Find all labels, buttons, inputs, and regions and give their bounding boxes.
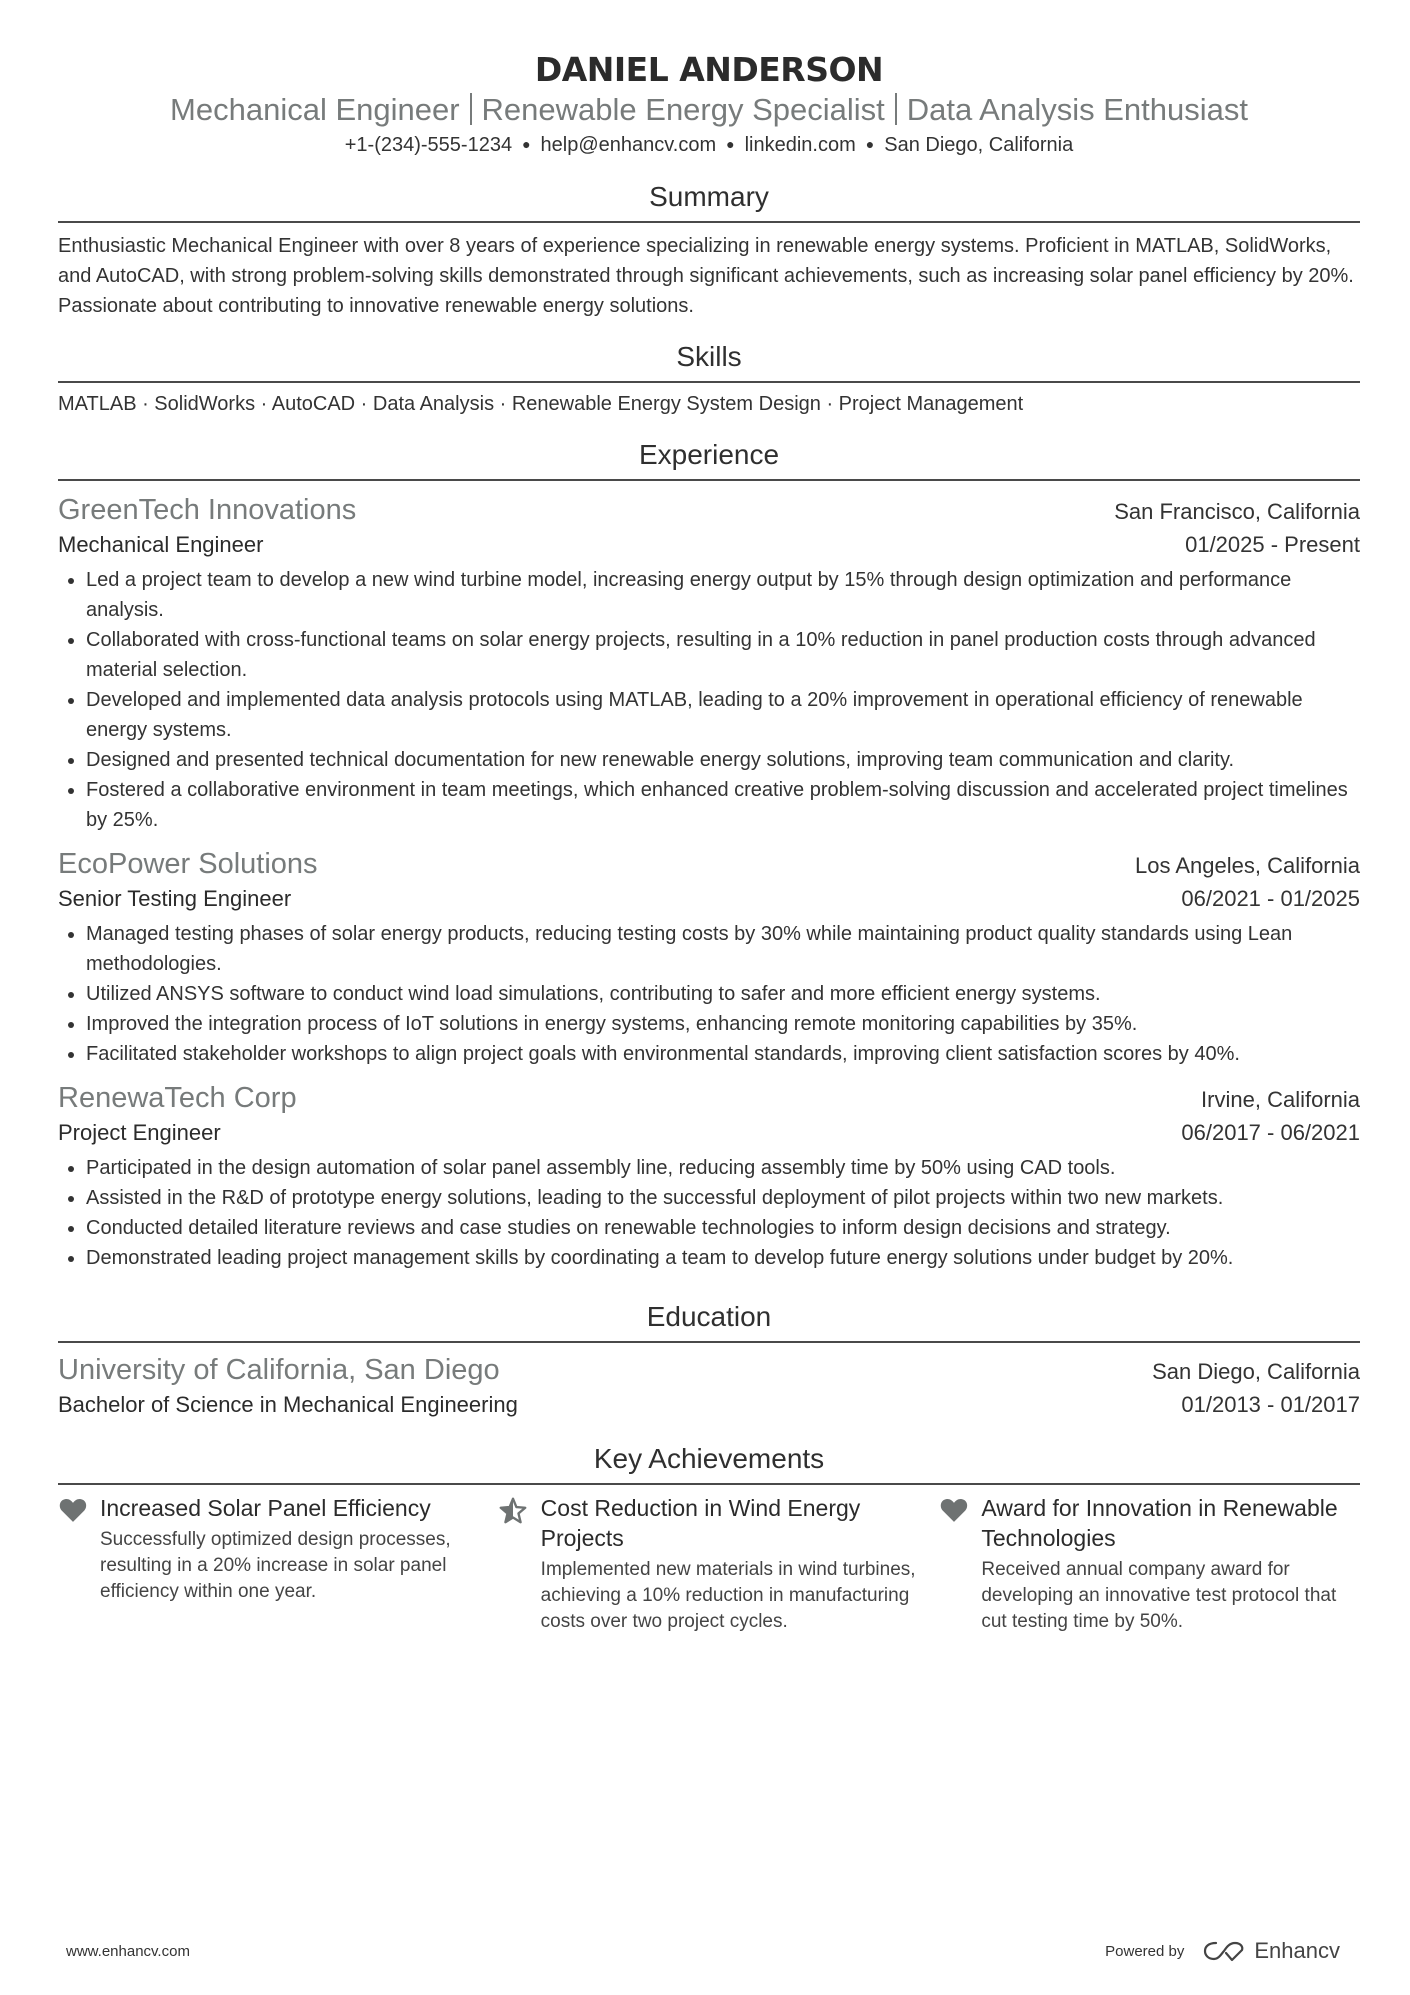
enhancv-logo-icon (1202, 1939, 1246, 1963)
bullet-item: • Assisted in the R&D of prototype energy solutions, leading to the successful deployment of pilot projects within two new markets. (86, 1183, 1360, 1213)
job-bullets (58, 565, 1360, 835)
summary-section (58, 179, 1360, 321)
degree: Bachelor of Science in Mechanical Engineering (58, 1392, 518, 1417)
bullet-separator: ● (726, 136, 735, 152)
job-bullets (58, 1153, 1360, 1273)
powered-by (1105, 1938, 1340, 1964)
title-2: Renewable Energy Specialist (481, 92, 885, 127)
job-role: Senior Testing Engineer (58, 886, 292, 911)
website-link[interactable]: www.enhancv.com (66, 1942, 190, 1960)
education-dates: 01/2013 - 01/2017 (1181, 1392, 1360, 1417)
heart-icon (58, 1493, 100, 1635)
bullet-item: • Improved the integration process of IoT solutions in energy systems, enhancing remote monitoring capabilities by 35%. (86, 1009, 1360, 1039)
title-3: Data Analysis Enthusiast (906, 92, 1248, 127)
skills-section (58, 339, 1360, 419)
skills-list: MATLAB · SolidWorks · AutoCAD · Data Analysis · Renewable Energy System Design · Project Management (58, 393, 1024, 415)
section-heading-education: Education (58, 1299, 1360, 1343)
achievement-description: Implemented new materials in wind turbines, achieving a 10% reduction in manufacturing costs over two project cycles. (540, 1559, 916, 1632)
job-location: San Francisco, California (1114, 499, 1360, 524)
contact-line (58, 130, 1360, 159)
bullet-item: • Participated in the design automation of solar panel assembly line, reducing assembly time by 50% using CAD tools. (86, 1153, 1360, 1183)
bullet-separator: ● (522, 136, 531, 152)
resume-page (58, 0, 1360, 1635)
bullet-item: • Conducted detailed literature reviews and case studies on renewable technologies to inform design decisions and strategy. (86, 1213, 1360, 1243)
job-location: Los Angeles, California (1134, 853, 1360, 878)
section-heading-skills: Skills (58, 339, 1360, 383)
candidate-titles (58, 90, 1360, 130)
bullet-item: • Utilized ANSYS software to conduct wind load simulations, contributing to safer and more efficient energy systems. (86, 979, 1360, 1009)
job-location: Irvine, California (1201, 1087, 1360, 1112)
powered-by-label: Powered by (1105, 1942, 1185, 1960)
achievement-item (939, 1493, 1360, 1635)
achievements-section (58, 1441, 1360, 1635)
company-name: EcoPower Solutions (58, 848, 318, 880)
section-heading-achievements: Key Achievements (58, 1441, 1360, 1485)
bullet-separator: ● (865, 136, 875, 152)
achievement-title: Award for Innovation in Renewable Technologies (981, 1495, 1338, 1551)
job-dates: 06/2021 - 01/2025 (1181, 886, 1360, 911)
bullet-item: • Facilitated stakeholder workshops to align project goals with environmental standards, improving client satisfaction scores by 40%. (86, 1039, 1360, 1069)
achievement-description: Successfully optimized design processes, resulting in a 20% increase in solar panel efficiency within one year. (100, 1529, 451, 1602)
heart-icon (939, 1493, 981, 1635)
location: San Diego, California (884, 134, 1074, 156)
job-dates: 01/2025 - Present (1185, 532, 1360, 557)
company-name: RenewaTech Corp (58, 1082, 297, 1114)
bullet-item: • Led a project team to develop a new wind turbine model, increasing energy output by 15% through design optimization and performance analysis. (86, 565, 1360, 625)
experience-section (58, 437, 1360, 1273)
achievement-title: Cost Reduction in Wind Energy Projects (540, 1495, 861, 1551)
title-1: Mechanical Engineer (170, 92, 460, 127)
achievement-item (58, 1493, 499, 1635)
bullet-item: • Fostered a collaborative environment in team meetings, which enhanced creative problem-solving discussion and accelerated project timelines by 25%. (86, 775, 1360, 835)
phone: +1-(234)-555-1234 (344, 134, 513, 156)
bullet-item: • Managed testing phases of solar energy products, reducing testing costs by 30% while maintaining product quality standards using Lean methodologies. (86, 919, 1360, 979)
achievement-item (499, 1493, 940, 1635)
education-section (58, 1299, 1360, 1421)
company-name: GreenTech Innovations (58, 494, 357, 526)
bullet-item: • Demonstrated leading project management skills by coordinating a team to develop future energy solutions under budget by 20%. (86, 1243, 1360, 1273)
brand-name: Enhancv (1254, 1938, 1340, 1963)
bullet-item: • Designed and presented technical documentation for new renewable energy solutions, improving team communication and clarity. (86, 745, 1360, 775)
job-dates: 06/2017 - 06/2021 (1181, 1120, 1360, 1145)
bullet-item: • Developed and implemented data analysis protocols using MATLAB, leading to a 20% improvement in operational efficiency of renewable energy systems. (86, 685, 1360, 745)
page-footer (66, 1938, 1340, 1964)
job-role: Mechanical Engineer (58, 532, 264, 557)
title-separator (470, 93, 472, 125)
school-location: San Diego, California (1152, 1359, 1360, 1384)
school-name: University of California, San Diego (58, 1354, 500, 1386)
job-entry (58, 491, 1360, 835)
job-entry (58, 845, 1360, 1069)
achievements-list (58, 1493, 1360, 1635)
linkedin-link[interactable]: linkedin.com (744, 134, 856, 156)
job-bullets (58, 919, 1360, 1069)
job-role: Project Engineer (58, 1120, 221, 1145)
bullet-item: • Collaborated with cross-functional teams on solar energy projects, resulting in a 10% reduction in panel production costs through advanced material selection. (86, 625, 1360, 685)
section-heading-experience: Experience (58, 437, 1360, 481)
section-heading-summary: Summary (58, 179, 1360, 223)
resume-header (58, 0, 1360, 159)
education-entry (58, 1351, 1360, 1421)
achievement-title: Increased Solar Panel Efficiency (100, 1495, 431, 1521)
candidate-name: DANIEL ANDERSON (534, 50, 884, 89)
summary-text: Enthusiastic Mechanical Engineer with over 8 years of experience specializing in renewable energy systems. Proficient in MATLAB, SolidWorks, and AutoCAD, with strong problem-solving skills demonstrated through significant achievements, such as increasing solar panel efficiency by 20%. Passionate about contributing to innovative renewable energy solutions. (58, 235, 1354, 317)
star-icon (499, 1493, 541, 1635)
achievement-description: Received annual company award for developing an innovative test protocol that cut testing time by 50%. (981, 1559, 1337, 1632)
title-separator (895, 93, 897, 125)
email-link[interactable]: help@enhancv.com (540, 134, 717, 156)
job-entry (58, 1079, 1360, 1273)
enhancv-logo[interactable] (1202, 1938, 1340, 1964)
